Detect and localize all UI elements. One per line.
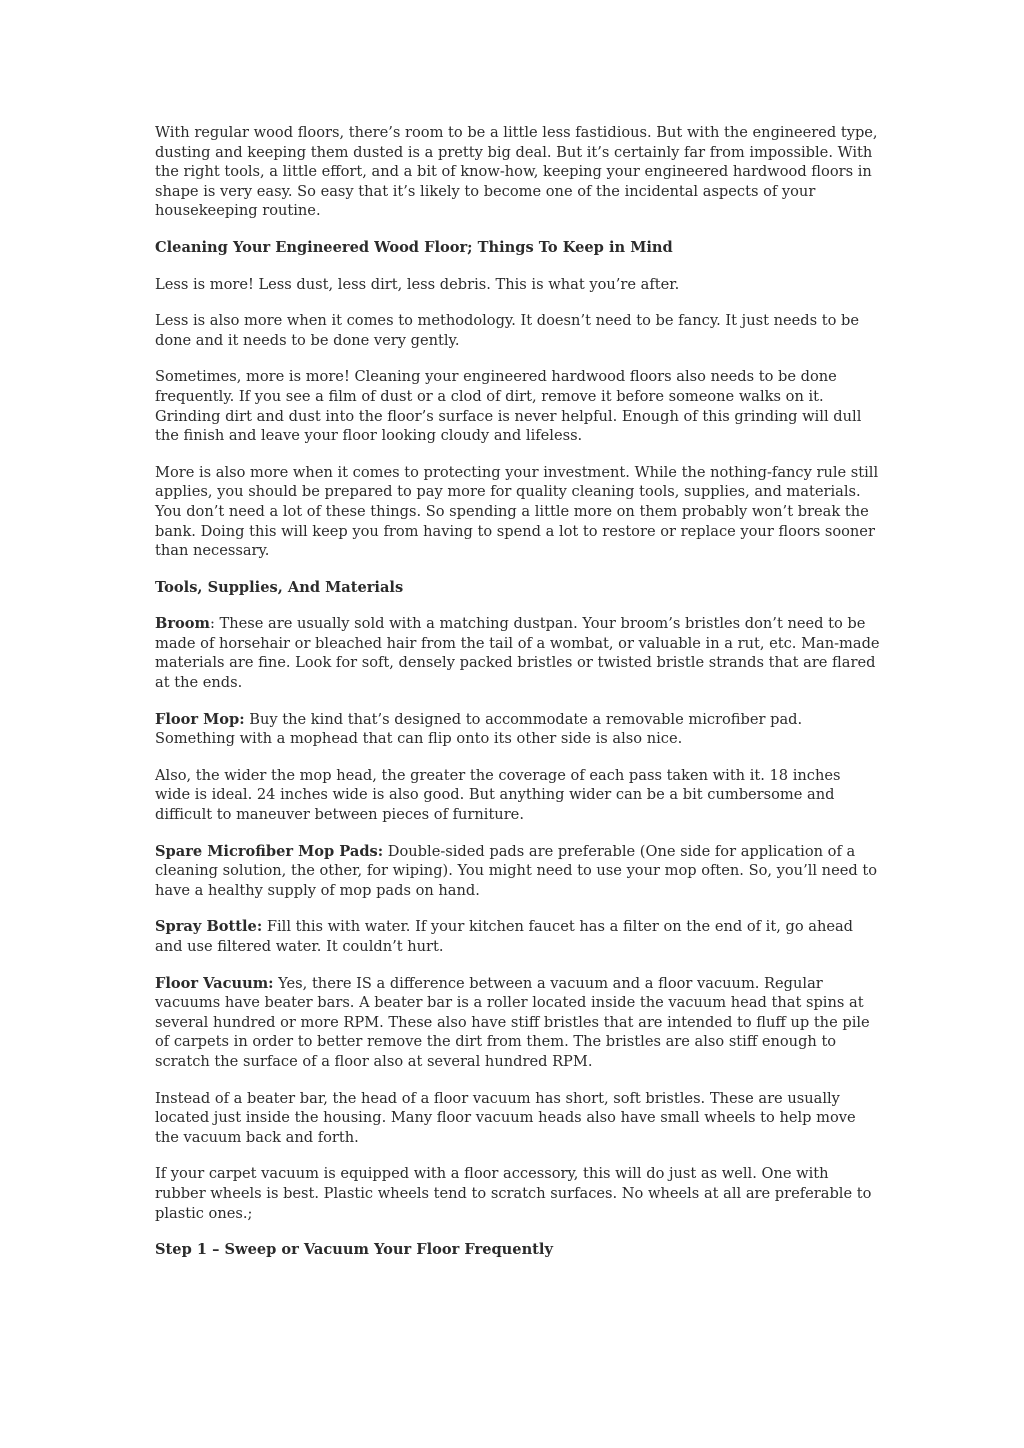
paragraph-more-is-more: Sometimes, more is more! Cleaning your engineered hardwood floors also needs to be done frequently. If you see a film of dust or a clod of dirt, remove it before someone walks on it. Grinding dirt and dust into the floor’s surface is never helpful. Enough of this grinding will dull the finish and leave your floor looking cloudy and lifeless. [155,368,862,445]
heading-tools-supplies: Tools, Supplies, And Materials [155,578,404,596]
heading-step-1: Step 1 – Sweep or Vacuum Your Floor Frequently [155,1241,553,1259]
paragraph-mop-width: Also, the wider the mop head, the greater the coverage of each pass taken with it. 18 inches wide is ideal. 24 inches wide is also good. But anything wider can be a bit cumbersome and difficult to maneuver between pieces of furniture. [155,766,841,824]
term-broom: Broom [155,615,210,633]
paragraph-less-is-more: Less is more! Less dust, less dirt, less debris. This is what you’re after. [155,275,680,293]
paragraph-methodology: Less is also more when it comes to methodology. It doesn’t need to be fancy. It just needs to be done and it needs to be done very gently. [155,312,859,349]
paragraph-floor-mop [155,710,880,749]
text-floor-mop: Buy the kind that’s designed to accommodate a removable microfiber pad. Something with a mophead that can flip onto its other side is also nice. [155,710,803,748]
text-spray-bottle: Fill this with water. If your kitchen faucet has a filter on the end of it, go ahead and use filtered water. It couldn’t hurt. [155,918,854,955]
intro-paragraph: With regular wood floors, there’s room to be a little less fastidious. But with the engineered type, dusting and keeping them dusted is a pretty big deal. But it’s certainly far from impossible. With the right tools, a little effort, and a bit of know-how, keeping your engineered hardwood floors in shape is very easy. So easy that it’s likely to become one of the incidental aspects of your housekeeping routine. [155,124,878,220]
paragraph-broom [155,614,880,692]
term-spray-bottle: Spray Bottle: [155,918,263,936]
paragraph-mop-pads [155,842,880,901]
text-mop-pads: Double-sided pads are preferable (One side for application of a cleaning solution, the other, for wiping). You might need to use your mop often. So, you’ll need to have a healthy supply of mop pads on hand. [155,842,877,899]
paragraph-carpet-vacuum: If your carpet vacuum is equipped with a floor accessory, this will do just as well. One with rubber wheels is best. Plastic wheels tend to scratch surfaces. No wheels at all are preferable to plastic ones.; [155,1165,872,1222]
term-mop-pads: Spare Microfiber Mop Pads: [155,842,384,860]
term-floor-vacuum: Floor Vacuum: [155,974,274,992]
paragraph-floor-vacuum [155,974,880,1072]
text-floor-vacuum: Yes, there IS a difference between a vacuum and a floor vacuum. Regular vacuums have beater bars. A beater bar is a roller located inside the vacuum head that spins at several hundred or more RPM. These also have stiff bristles that are intended to fluff up the pile of carpets in order to better remove the dirt from them. The bristles are also stiff enough to scratch the surface of a floor also at several hundred RPM. [155,974,870,1070]
paragraph-beater-bar: Instead of a beater bar, the head of a floor vacuum has short, soft bristles. These are usually located just inside the housing. Many floor vacuum heads also have small wheels to help move the vacuum back and forth. [155,1089,856,1146]
paragraph-investment: More is also more when it comes to protecting your investment. While the nothing-fancy rule still applies, you should be prepared to pay more for quality cleaning tools, supplies, and materials. You don’t need a lot of these things. So spending a little more on them probably won’t break the bank. Doing this will keep you from having to spend a lot to restore or replace your floors sooner than necessary. [155,463,879,560]
article-body [155,123,880,1277]
text-broom: : These are usually sold with a matching dustpan. Your broom’s bristles don’t need to be made of horsehair or bleached hair from the tail of a wombat, or valuable in a rut, etc. Man-made materials are fine. Look for soft, densely packed bristles or twisted bristle strands that are flared at the ends. [155,615,880,692]
heading-things-to-keep-in-mind: Cleaning Your Engineered Wood Floor; Things To Keep in Mind [155,238,673,256]
paragraph-spray-bottle [155,917,880,956]
term-floor-mop: Floor Mop: [155,710,245,728]
